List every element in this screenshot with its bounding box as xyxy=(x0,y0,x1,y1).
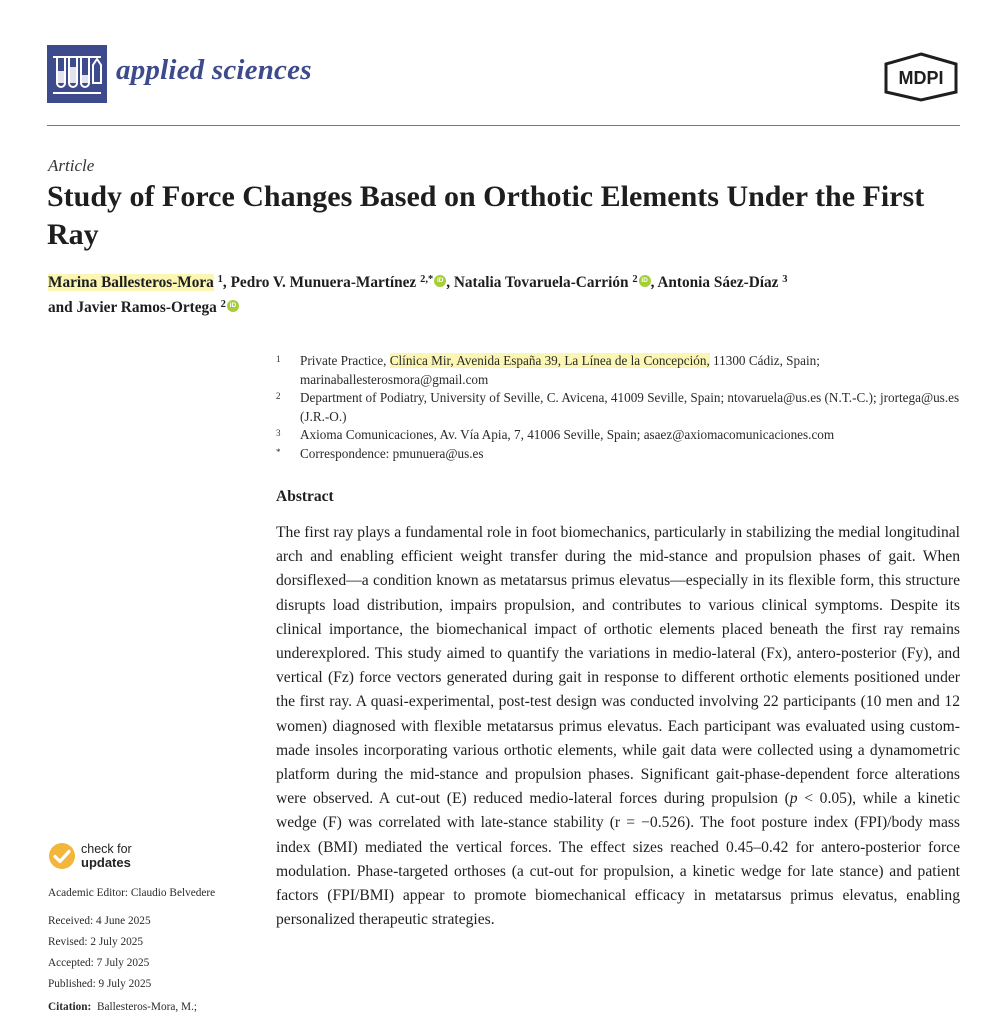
affiliation-text: Private Practice, xyxy=(300,353,390,368)
author-name[interactable]: Marina Ballesteros-Mora xyxy=(48,274,214,291)
correspondence-mark: * xyxy=(276,446,281,457)
affiliation-number: 1 xyxy=(276,354,281,364)
author-name[interactable]: Pedro V. Munuera-Martínez xyxy=(230,274,417,291)
author-affiliation-mark: 2 xyxy=(220,299,226,310)
publisher-name: MDPI xyxy=(898,68,944,88)
updates-line-2: updates xyxy=(81,855,131,870)
author-name[interactable]: Natalia Tovaruela-Carrión xyxy=(453,274,629,291)
received-date: Received: 4 June 2025 xyxy=(48,915,151,927)
p-symbol: p xyxy=(789,790,798,808)
check-updates-icon xyxy=(48,842,76,870)
author-name[interactable]: and Javier Ramos-Ortega xyxy=(48,299,217,316)
affiliation-2 xyxy=(276,389,966,426)
journal-name[interactable]: applied sciences xyxy=(116,54,312,86)
affiliation-1 xyxy=(276,352,966,389)
published-date: Published: 9 July 2025 xyxy=(48,978,152,990)
author-affiliation-mark: 1 xyxy=(217,274,223,285)
header-divider xyxy=(47,125,960,126)
citation xyxy=(48,1001,197,1013)
highlighted-text: Clínica Mir, Avenida España 39, La Línea de la Concepción, xyxy=(389,353,710,368)
citation-text: Ballesteros-Mora, M.; xyxy=(96,1001,198,1013)
accepted-date: Accepted: 7 July 2025 xyxy=(48,957,150,969)
correspondence xyxy=(276,445,966,464)
orcid-icon[interactable]: iD xyxy=(639,275,651,287)
affiliation-number: 2 xyxy=(276,391,281,401)
abstract-text: The first ray plays a fundamental role in foot biomechanics, particularly in stabilizing the medial longitudinal arch and enabling efficient weight transfer during the mid-stance and propulsion phases of gait. When dorsiflexed—a condition known as metatarsus primus elevatus—especially in its flexible form, this structure disrupts load distribution, impairs propulsion, and contributes to various clinical symptoms. Despite its clinical importance, the biomechanical impact of orthotic elements placed beneath the first ray remains underexplored. This study aimed to quantify the variations in medio-lateral (Fx), antero-posterior (Fy), and vertical (Fz) force vectors generated during gait in response to different orthotic elements positioned under the first ray. A quasi-experimental, post-test design was conducted involving 22 participants (10 men and 12 women) diagnosed with flexible metatarsus primus elevatus. Each participant was evaluated using custom-made insoles incorporating various orthotic elements, while gait data were collected using a dynamometric platform during the mid-stance and propulsion phases. Significant gait-phase-dependent force alterations were observed. A cut-out (E) reduced medio-lateral forces during propulsion ( xyxy=(276,524,960,808)
article-title: Study of Force Changes Based on Orthotic Elements Under the First Ray xyxy=(47,180,925,251)
author-affiliation-mark: 2 xyxy=(632,274,638,285)
abstract-body xyxy=(276,521,960,932)
article-type: Article xyxy=(48,156,95,175)
affiliation-text: Axioma Comunicaciones, Av. Vía Apia, 7, 41006 Seville, Spain; asaez@axiomacomunicaciones.com xyxy=(300,427,835,442)
affiliation-3 xyxy=(276,426,966,445)
orcid-icon[interactable]: iD xyxy=(434,275,446,287)
affiliation-text: 11300 Cádiz, Spain; marinaballesterosmora@gmail.com xyxy=(300,353,820,387)
author-affiliation-mark: 3 xyxy=(782,274,788,285)
publisher-logo-icon xyxy=(882,52,960,102)
author-name[interactable]: Antonia Sáez-Díaz xyxy=(657,274,779,291)
affiliation-text: Department of Podiatry, University of Seville, C. Avicena, 41009 Seville, Spain; ntovaruela@us.es (N.T.-C.); jrortega@us.es (J.R.-O.) xyxy=(300,390,960,424)
abstract-text: < 0.05), while a kinetic wedge (F) was correlated with late-stance stability (r = −0.526). The foot posture index (FPI)/body mass index (BMI) mediated the vertical forces. The effect sizes reached 0.45–0.42 for antero-posterior force modulation. Phase-targeted orthoses (a cut-out for propulsion, a kinetic wedge for late stance) and patient factors (FPI/BMI) appear to promote biomechanical efficacy in metatarsus primus elevatus, enabling personalized therapeutic strategies. xyxy=(276,790,960,929)
citation-label: Citation: xyxy=(48,1001,92,1013)
updates-line-1: check for xyxy=(81,842,132,856)
author-affiliation-mark: 2,* xyxy=(420,274,434,285)
article-metadata xyxy=(48,883,268,995)
author-separator: , xyxy=(222,274,231,291)
revised-date: Revised: 2 July 2025 xyxy=(48,936,144,948)
author-list xyxy=(48,270,963,320)
journal-logo-icon xyxy=(47,45,107,103)
affiliation-number: 3 xyxy=(276,428,281,438)
author-separator: , xyxy=(650,274,658,291)
orcid-icon[interactable]: iD xyxy=(227,300,239,312)
abstract-heading: Abstract xyxy=(276,488,334,505)
correspondence-text: Correspondence: pmunuera@us.es xyxy=(300,445,484,461)
check-for-updates-button[interactable] xyxy=(48,842,132,870)
academic-editor: Academic Editor: Claudio Belvedere xyxy=(48,887,216,899)
affiliations xyxy=(276,352,966,463)
author-separator: , xyxy=(446,274,454,291)
